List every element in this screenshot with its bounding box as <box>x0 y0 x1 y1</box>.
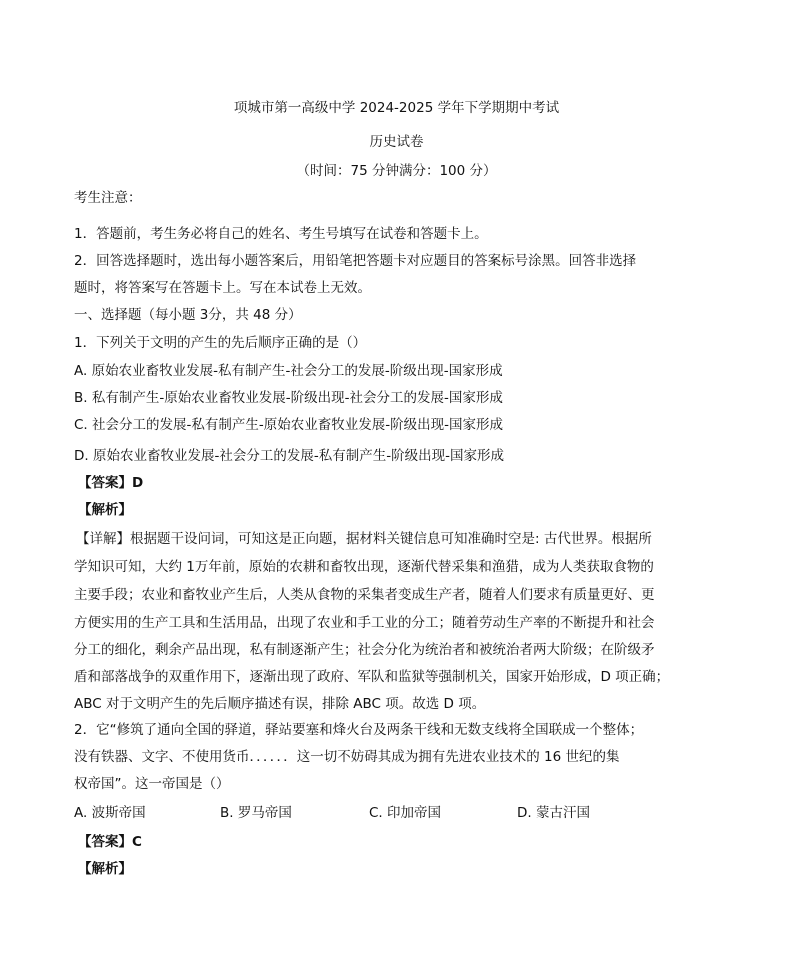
question-2-option-a: A. 波斯帝国 <box>74 805 146 821</box>
question-1-detail-line-6: 盾和部落战争的双重作用下，逐渐出现了政府、军队和监狱等强制机关，国家开始形成，D 项正确； <box>74 669 670 685</box>
exam-title: 项城市第一高级中学 2024-2025 学年下学期期中考试 <box>233 100 560 116</box>
notice-item-2-line-1: 2．回答选择题时，选出每小题答案后，用铅笔把答题卡对应题目的答案标号涂黑。回答非选择 <box>74 253 637 269</box>
question-2-option-c: C. 印加帝国 <box>369 805 442 821</box>
question-1-option-c: C. 社会分工的发展-私有制产生-原始农业畜牧业发展-阶级出现-国家形成 <box>74 417 503 433</box>
notice-heading: 考生注意： <box>74 190 142 206</box>
question-1-detail-line-2: 学知识可知，大约 1万年前，原始的农耕和畜牧出现，逐渐代替采集和渔猎，成为人类获取食物的 <box>74 559 654 575</box>
question-1-option-a: A. 原始农业畜牧业发展-私有制产生-社会分工的发展-阶级出现-国家形成 <box>74 363 503 379</box>
notice-item-2-line-2: 题时，将答案写在答题卡上。写在本试卷上无效。 <box>74 280 371 296</box>
question-2-option-b: B. 罗马帝国 <box>220 805 292 821</box>
notice-item-1: 1．答题前，考生务必将自己的姓名、考生号填写在试卷和答题卡上。 <box>74 226 488 242</box>
question-1-detail-line-4: 方便实用的生产工具和生活用品，出现了农业和手工业的分工；随着劳动生产率的不断提升和社会 <box>74 615 655 631</box>
question-2-answer: 【答案】C <box>78 834 142 850</box>
question-2-stem-line-2: 没有铁器、文字、不使用货币．．．．．．这一切不妨碍其成为拥有先进农业技术的 16 世纪的集 <box>74 749 620 765</box>
exam-time-info: （时间：75 分钟满分：100 分） <box>296 163 497 179</box>
question-2-stem-line-1: 2．它“修筑了通向全国的驿道，驿站要塞和烽火台及两条干线和无数支线将全国联成一个整体； <box>74 722 644 738</box>
question-1-answer: 【答案】D <box>78 475 144 491</box>
question-1-detail-line-7: ABC 对于文明产生的先后顺序描述有误，排除 ABC 项。故选 D 项。 <box>74 696 486 712</box>
question-1-analysis-label: 【解析】 <box>78 502 132 518</box>
question-2-analysis-label: 【解析】 <box>78 861 132 877</box>
question-1-option-b: B. 私有制产生-原始农业畜牧业发展-阶级出现-社会分工的发展-国家形成 <box>74 390 503 406</box>
question-1-detail-line-3: 主要手段；农业和畜牧业产生后，人类从食物的采集者变成生产者，随着人们要求有质量更好、更 <box>74 587 655 603</box>
question-1-stem: 1．下列关于文明的产生的先后顺序正确的是（） <box>74 335 367 351</box>
question-1-detail-line-1: 【详解】根据题干设问词，可知这是正向题，据材料关键信息可知准确时空是: 古代世界。根据所 <box>76 531 652 547</box>
section-heading: 一、选择题（每小题 3分，共 48 分） <box>74 307 302 323</box>
exam-subject: 历史试卷 <box>369 134 424 150</box>
question-1-option-d: D. 原始农业畜牧业发展-社会分工的发展-私有制产生-阶级出现-国家形成 <box>74 448 504 464</box>
question-1-detail-line-5: 分工的细化，剩余产品出现，私有制逐渐产生；社会分化为统治者和被统治者两大阶级；在阶级矛 <box>74 642 655 658</box>
question-2-option-d: D. 蒙古汗国 <box>517 805 590 821</box>
question-2-stem-line-3: 权帝国”。这一帝国是（） <box>74 776 230 792</box>
